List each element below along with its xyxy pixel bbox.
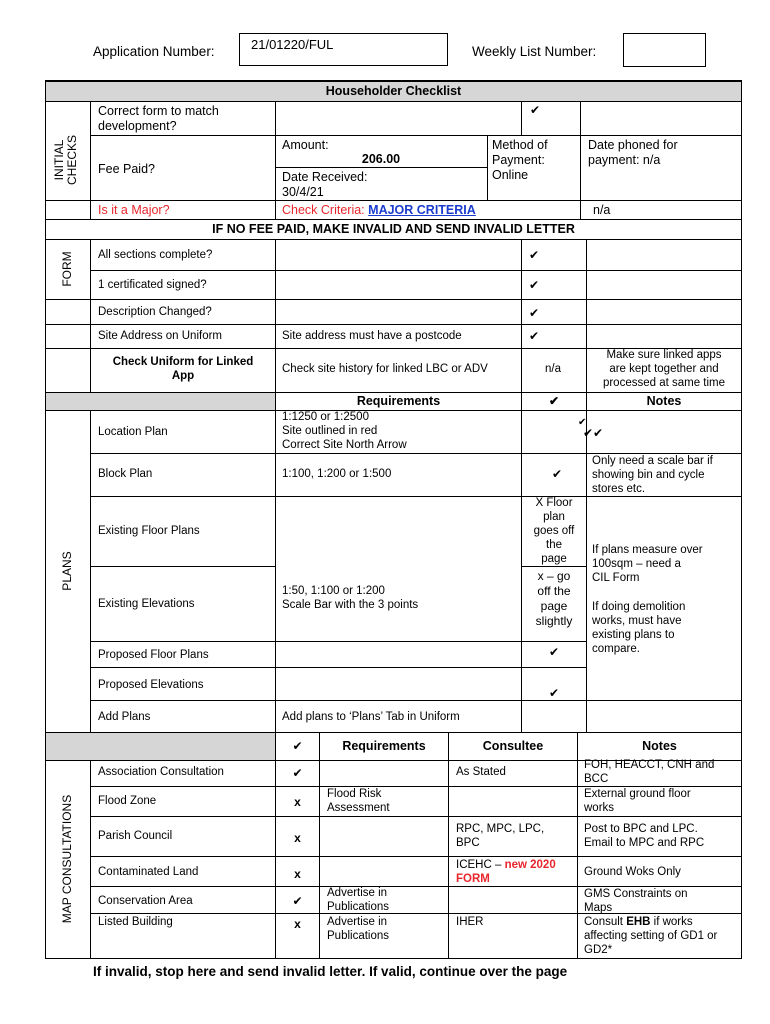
location-tick-b: ✔ — [593, 426, 604, 440]
proposed-floor-label: Proposed Floor Plans — [98, 649, 209, 661]
map-tick-header: ✔ — [292, 739, 303, 753]
map-row-note-1: GMS Constraints on — [584, 888, 688, 900]
form-section-label: FORM — [60, 251, 74, 287]
location-req-3: Correct Site North Arrow — [282, 439, 407, 451]
date-received-value: 30/4/21 — [282, 185, 324, 199]
contaminated-consultee: ICEHC – — [456, 859, 505, 871]
date-received-label: Date Received: — [282, 170, 368, 184]
map-row-mark: x — [294, 831, 301, 845]
check-criteria-row — [282, 203, 476, 217]
date-phoned-1: Date phoned for — [588, 138, 678, 152]
amount-label: Amount: — [282, 138, 329, 152]
scale-req-1: 1:50, 1:100 or 1:200 — [282, 585, 385, 597]
note-cil-2: 100sqm – need a — [592, 558, 681, 570]
location-req-1: 1:1250 or 1:2500 — [282, 411, 369, 423]
map-row-req-2: Assessment — [327, 802, 390, 814]
existing-floor-tick-5: page — [541, 553, 567, 565]
map-row-mark: x — [294, 917, 301, 931]
listed-note-b: EHB — [626, 916, 651, 928]
check-criteria-label: Check Criteria: — [282, 203, 365, 217]
location-plan-label: Location Plan — [98, 426, 168, 438]
site-address-tick: ✔ — [529, 329, 540, 343]
map-row-note-1: FOH, HEACCT, CNH and — [584, 759, 715, 771]
contaminated-new-1: new 2020 — [504, 859, 556, 871]
method-value: Online — [492, 168, 529, 182]
existing-elev-tick-2: off the — [537, 584, 571, 598]
linked-na: n/a — [545, 363, 561, 375]
description-label: Description Changed? — [98, 306, 212, 318]
map-row-consultee-1 — [456, 859, 556, 872]
linked-note-1: Make sure linked apps — [606, 349, 722, 361]
block-note-1: Only need a scale bar if — [592, 455, 713, 467]
map-row-mark: ✔ — [292, 894, 303, 908]
certificate-tick: ✔ — [529, 278, 540, 292]
amount-value: 206.00 — [361, 152, 401, 166]
correct-form-tick: ✔ — [530, 103, 541, 117]
major-na: n/a — [593, 203, 611, 217]
existing-elev-label: Existing Elevations — [98, 598, 195, 610]
method-label-1: Method of — [492, 138, 548, 152]
linked-note-2: are kept together and — [609, 363, 719, 375]
add-plans-req: Add plans to ‘Plans’ Tab in Uniform — [282, 711, 460, 723]
map-row-name: Listed Building — [98, 916, 173, 928]
map-consultee-header: Consultee — [482, 739, 544, 753]
map-row-req-2: Publications — [327, 901, 390, 913]
location-tick-a: ✔ — [583, 426, 594, 440]
initial-checks-section-label: INITIAL CHECKS — [52, 135, 79, 186]
map-row-note-2: Maps — [584, 902, 613, 914]
map-row-name: Contaminated Land — [98, 866, 199, 878]
map-row-mark: x — [294, 795, 301, 809]
map-row-req-2: Publications — [327, 930, 390, 942]
all-sections-label: All sections complete? — [98, 249, 213, 261]
block-tick: ✔ — [552, 467, 563, 481]
block-req: 1:100, 1:200 or 1:500 — [282, 468, 392, 480]
no-fee-banner: IF NO FEE PAID, MAKE INVALID AND SEND INVALID LETTER — [212, 222, 575, 236]
map-row-name: Association Consultation — [98, 766, 224, 778]
map-row-mark: x — [294, 867, 301, 881]
proposed-elev-tick: ✔ — [549, 686, 560, 700]
existing-floor-tick-4: the — [546, 539, 562, 551]
note-demo-3: existing plans to — [592, 629, 675, 641]
existing-floor-tick-2: plan — [543, 511, 565, 523]
block-note-2: showing bin and cycle — [592, 469, 705, 481]
map-notes-header: Notes — [642, 739, 677, 753]
plans-section-label: PLANS — [60, 551, 74, 591]
map-row-req-1: Advertise in — [327, 916, 388, 928]
site-address-req: Site address must have a postcode — [282, 330, 462, 342]
map-row-note-1: Post to BPC and LPC. — [584, 823, 698, 835]
existing-floor-label: Existing Floor Plans — [98, 525, 200, 537]
listed-note-c: if works — [650, 916, 693, 928]
major-criteria-link[interactable]: MAJOR CRITERIA — [368, 203, 476, 217]
description-tick: ✔ — [529, 306, 540, 320]
weekly-list-field[interactable] — [623, 33, 706, 67]
all-sections-tick: ✔ — [529, 248, 540, 262]
map-row-req-1: Advertise in — [327, 887, 388, 899]
application-number-label: Application Number: — [93, 44, 215, 59]
note-demo-1: If doing demolition — [592, 601, 686, 613]
contaminated-new-2: FORM — [456, 873, 490, 885]
plans-notes-header: Notes — [646, 394, 682, 408]
note-demo-2: works, must have — [592, 615, 682, 627]
correct-form-label-2: development? — [98, 119, 177, 133]
listed-note-1 — [584, 916, 693, 929]
listed-note-3: GD2* — [584, 944, 613, 956]
proposed-floor-tick: ✔ — [549, 645, 560, 659]
location-tick-small: ✔ — [578, 417, 587, 428]
note-demo-4: compare. — [592, 643, 640, 655]
plans-tick-header: ✔ — [548, 394, 560, 408]
checklist-title: Householder Checklist — [325, 84, 462, 98]
fee-paid-label: Fee Paid? — [98, 162, 155, 176]
map-row-note-1: External ground floor — [584, 788, 691, 800]
map-requirements-header: Requirements — [342, 739, 426, 753]
application-number-field[interactable] — [239, 33, 448, 66]
map-row-consultee-1: RPC, MPC, LPC, — [456, 823, 545, 835]
map-row-consultee-2: BPC — [456, 837, 480, 849]
map-row-note-2: Email to MPC and RPC — [584, 837, 705, 849]
major-label: Is it a Major? — [98, 203, 170, 217]
date-phoned-2: payment: n/a — [588, 153, 661, 167]
listed-note-2: affecting setting of GD1 or — [584, 930, 718, 942]
map-row-name: Flood Zone — [98, 795, 157, 807]
application-number-value: 21/01220/FUL — [251, 37, 334, 52]
proposed-elev-label: Proposed Elevations — [98, 679, 204, 691]
map-row-req-1: Flood Risk — [327, 788, 382, 800]
correct-form-label-1: Correct form to match — [98, 104, 219, 118]
existing-elev-tick-4: slightly — [535, 614, 573, 628]
map-row-name: Parish Council — [98, 830, 173, 842]
existing-elev-tick-3: page — [540, 599, 568, 613]
map-row-name: Conservation Area — [98, 895, 193, 907]
note-cil-3: CIL Form — [592, 572, 640, 584]
linked-note-3: processed at same time — [602, 377, 726, 389]
linked-app-label-2: App — [171, 370, 195, 382]
map-row-consultee: IHER — [456, 916, 484, 928]
map-section-label: MAP CONSULTATIONS — [60, 794, 74, 924]
scale-req-2: Scale Bar with the 3 points — [282, 599, 419, 611]
listed-note-a: Consult — [584, 916, 627, 928]
map-row-mark: ✔ — [292, 766, 303, 780]
method-label-2: Payment: — [492, 153, 545, 167]
location-req-2: Site outlined in red — [282, 425, 378, 437]
map-row-note-1: Ground Woks Only — [584, 866, 681, 878]
map-row-note-2: BCC — [584, 773, 609, 785]
block-plan-label: Block Plan — [98, 468, 153, 480]
certificate-label: 1 certificated signed? — [98, 279, 207, 291]
block-note-3: stores etc. — [592, 483, 646, 495]
map-row-consultee: As Stated — [456, 766, 506, 778]
linked-req: Check site history for linked LBC or ADV — [282, 363, 488, 375]
add-plans-label: Add Plans — [98, 711, 151, 723]
existing-elev-tick-1: x – go — [537, 569, 571, 583]
footer-instruction: If invalid, stop here and send invalid letter. If valid, continue over the page — [93, 964, 568, 979]
note-cil-1: If plans measure over — [592, 544, 703, 556]
site-address-label: Site Address on Uniform — [98, 330, 223, 342]
linked-app-label-1: Check Uniform for Linked — [112, 356, 254, 368]
existing-floor-tick-3: goes off — [533, 525, 575, 537]
weekly-list-label: Weekly List Number: — [472, 44, 597, 59]
map-row-note-2: works — [584, 802, 615, 814]
existing-floor-tick-1: X Floor — [535, 497, 573, 509]
plans-requirements-header: Requirements — [356, 394, 441, 408]
